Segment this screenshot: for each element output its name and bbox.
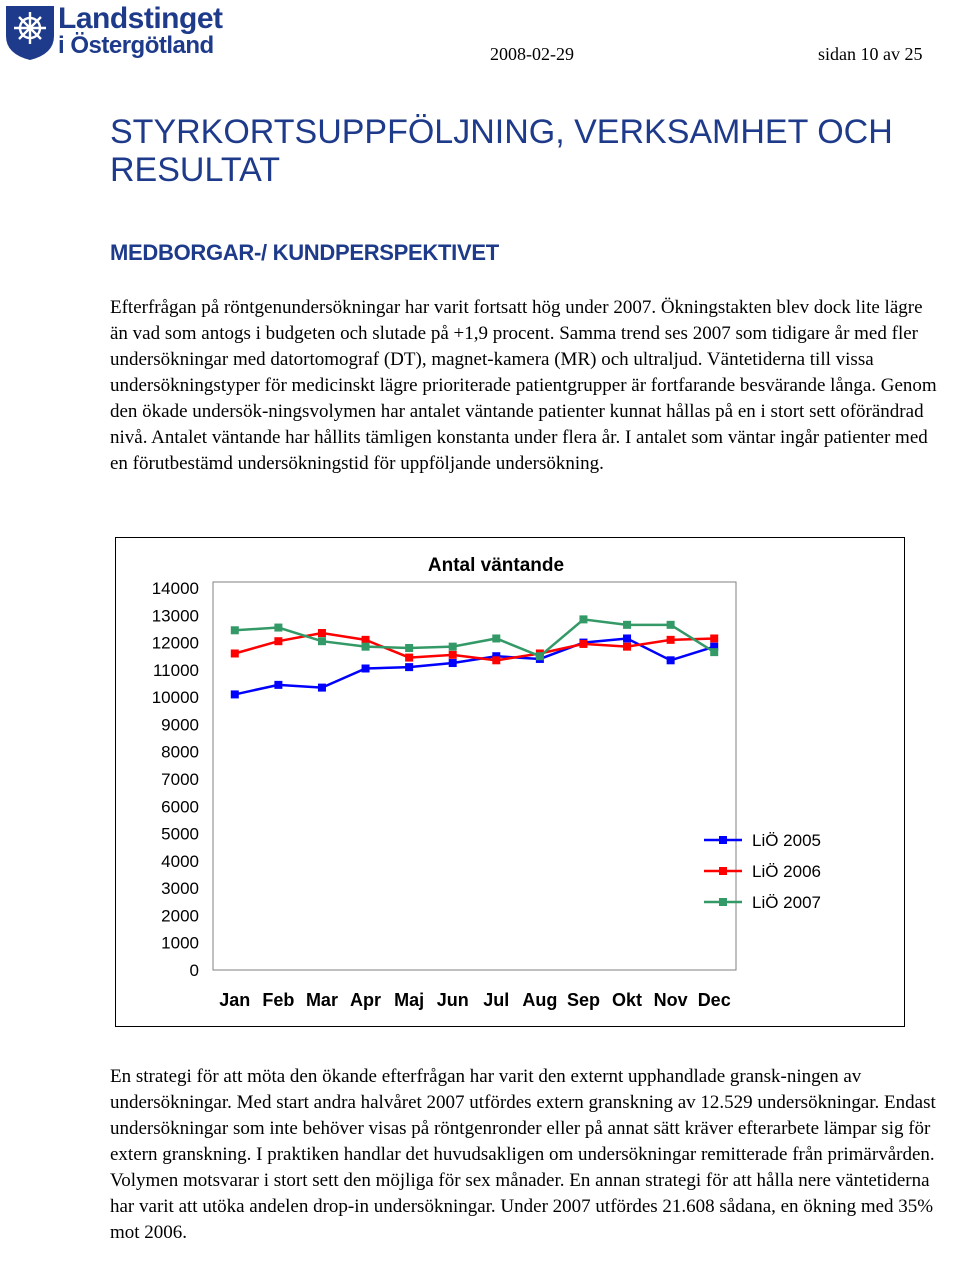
data-point — [710, 634, 718, 642]
data-point — [231, 649, 239, 657]
x-tick-label: Maj — [394, 990, 425, 1010]
y-tick-label: 11000 — [152, 660, 199, 680]
data-point — [231, 626, 239, 634]
paragraph-intro: Efterfrågan på röntgenundersökningar har varit fortsatt hög under 2007. Ökningstakten blev dock lite lägre än vad som antogs i budgeten och slutade på +1,9 procent. Samma trend ses 2007 som tidigare år med fler undersökningar med datortomograf (DT), magnet-kamera (MR) och ultraljud. Väntetiderna till vissa undersökningstyper för medicinskt lägre prioriterade patientgrupper är fortfarande besvärande långa. Genom den ökade undersök-ningsvolymen har antalet väntande patienter kunnat hållas på en i stort sett oförändrad nivå. Antalet väntande har hållits tämligen konstanta under flera år. I antalet som väntar ingår patienter med en förutbestämd undersökningstid för uppföljande undersökning. — [110, 297, 937, 474]
data-point — [667, 656, 675, 664]
data-point — [579, 640, 587, 648]
data-point — [710, 648, 718, 656]
data-point — [362, 664, 370, 672]
data-point — [667, 636, 675, 644]
x-tick-label: Jan — [219, 990, 251, 1010]
page-title: STYRKORTSUPPFÖLJNING, VERKSAMHET OCH RESULTAT — [110, 113, 893, 189]
x-tick-label: Jul — [483, 990, 510, 1010]
data-point — [449, 659, 457, 667]
data-point — [623, 634, 631, 642]
header-date: 2008-02-29 — [490, 44, 574, 64]
data-point — [536, 652, 544, 660]
y-tick-label: 4000 — [161, 851, 199, 871]
plot-area — [213, 582, 736, 970]
legend-marker — [719, 867, 727, 875]
data-point — [274, 681, 282, 689]
data-point — [623, 621, 631, 629]
y-tick-label: 14000 — [151, 579, 199, 598]
data-point — [492, 634, 500, 642]
series-line-1 — [235, 638, 714, 694]
x-tick-label: Jun — [436, 990, 469, 1010]
y-tick-label: 9000 — [161, 715, 199, 735]
header-page-number: sidan 10 av 25 — [818, 44, 923, 64]
y-tick-label: 3000 — [161, 879, 199, 899]
logo-text-line2: i Östergötland — [58, 32, 214, 59]
data-point — [449, 651, 457, 659]
data-point — [405, 663, 413, 671]
data-point — [318, 684, 326, 692]
legend-label: LiÖ 2007 — [752, 893, 821, 912]
data-point — [362, 643, 370, 651]
y-tick-label: 0 — [189, 961, 199, 980]
y-tick-label: 5000 — [161, 824, 199, 844]
legend-marker — [719, 898, 727, 906]
x-tick-label: Sep — [566, 990, 600, 1010]
x-tick-label: Mar — [305, 990, 338, 1010]
data-point — [449, 643, 457, 651]
data-point — [405, 654, 413, 662]
data-point — [231, 690, 239, 698]
x-tick-label: Dec — [697, 990, 731, 1010]
y-tick-label: 10000 — [151, 688, 199, 708]
chart-container — [115, 537, 905, 1027]
y-tick-label: 8000 — [161, 742, 199, 762]
series-line-3 — [235, 619, 714, 656]
data-point — [405, 644, 413, 652]
x-tick-label: Okt — [612, 990, 643, 1010]
data-point — [318, 629, 326, 637]
data-point — [623, 643, 631, 651]
data-point — [492, 656, 500, 664]
line-chart — [116, 538, 904, 1026]
x-tick-label: Nov — [653, 990, 688, 1010]
y-tick-label: 7000 — [161, 770, 199, 789]
logo — [0, 0, 260, 64]
legend-label: LiÖ 2006 — [752, 862, 821, 881]
y-tick-label: 1000 — [161, 933, 199, 953]
data-point — [362, 636, 370, 644]
y-tick-label: 6000 — [161, 797, 199, 817]
x-tick-label: Aug — [522, 990, 558, 1010]
data-point — [667, 621, 675, 629]
x-tick-label: Apr — [350, 990, 382, 1010]
data-point — [579, 615, 587, 623]
paragraph-strategy: En strategi för att möta den ökande efterfrågan har varit den externt upphandlade gransk-ningen av undersökningar. Med start andra halvåret 2007 utfördes extern granskning av 12.529 undersökningar. Endast undersökningar som inte behöver visas på röntgenronder eller på annat sätt kräver efterarbete lämpar sig för extern granskning. I praktiken handlar det huvudsakligen om undersökningar remitterade från primärvården. Volymen motsvarar i stort sett den möjliga för sex månader. En annan strategi för att hålla nere väntetiderna har varit att utöka andelen drop-in undersökningar. Under 2007 utfördes 21.608 sådana, en ökning med 35% mot 2006. — [110, 1066, 936, 1243]
y-tick-label: 2000 — [161, 906, 199, 926]
data-point — [274, 637, 282, 645]
logo-text-line1: Landstinget — [58, 2, 223, 35]
y-tick-label: 12000 — [151, 633, 199, 653]
section-title: MEDBORGAR-/ KUNDPERSPEKTIVET — [110, 240, 499, 265]
logo-emblem-icon — [2, 2, 58, 62]
data-point — [274, 624, 282, 632]
chart-title: Antal väntande — [427, 555, 565, 576]
x-tick-label: Feb — [262, 990, 295, 1010]
legend-marker — [719, 836, 727, 844]
legend-label: LiÖ 2005 — [752, 831, 821, 850]
y-tick-label: 13000 — [151, 606, 199, 626]
data-point — [318, 637, 326, 645]
